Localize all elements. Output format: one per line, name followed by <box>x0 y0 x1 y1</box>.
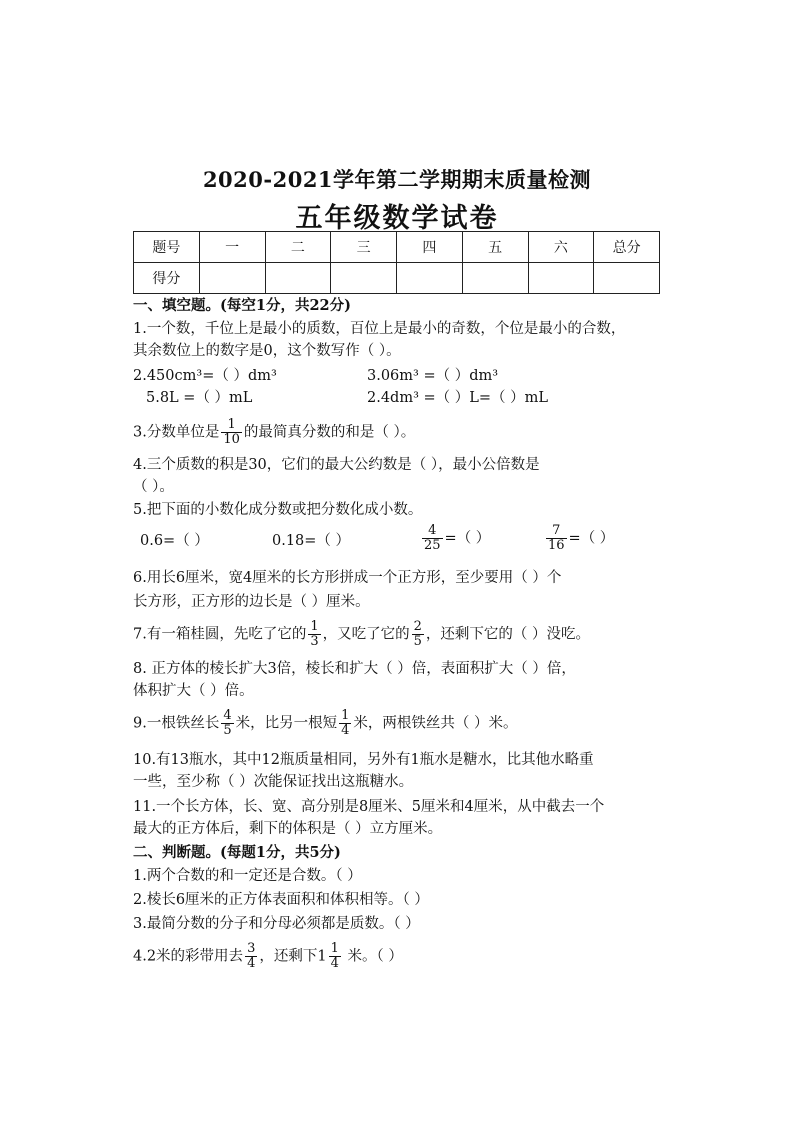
question-8-line1: 8. 正方体的棱长扩大3倍，棱长和扩大（ ）倍，表面积扩大（ ）倍， <box>133 661 576 677</box>
fraction <box>221 418 242 447</box>
judgment-1: 1.两个合数的和一定还是合数。（ ） <box>133 868 362 884</box>
fraction-denominator: 4 <box>341 723 350 738</box>
exam-title: 2020-2021学年第二学期期末质量检测 <box>202 167 592 192</box>
question-1-line2: 其余数位上的数字是0，这个数写作（ ）。 <box>133 343 401 359</box>
question-6-line2: 长方形，正方形的边长是（ ）厘米。 <box>133 594 370 610</box>
fraction <box>339 709 351 738</box>
question-5-d <box>544 524 614 553</box>
score-cell[interactable] <box>528 263 594 294</box>
question-5-c <box>420 524 490 553</box>
question-2-c: 5.8L =（ ）mL <box>146 390 253 406</box>
fraction-denominator: 16 <box>548 538 565 553</box>
question-11-line1: 11.一个长方体，长、宽、高分别是8厘米、5厘米和4厘米，从中截去一个 <box>133 799 605 815</box>
fraction-numerator: 4 <box>223 708 232 723</box>
score-cell[interactable] <box>462 263 528 294</box>
question-10-line2: 一些，至少称（ ）次能保证找出这瓶糖水。 <box>133 774 414 790</box>
question-2-d: 2.4dm³ =（ ）L=（ ）mL <box>367 390 549 406</box>
fraction <box>308 620 320 649</box>
fraction-denominator: 25 <box>424 538 441 553</box>
score-table-header-cell: 六 <box>528 232 594 263</box>
score-table-header-cell: 二 <box>265 232 331 263</box>
question-10-line1: 10.有13瓶水，其中12瓶质量相同，另外有1瓶水是糖水，比其他水略重 <box>133 752 594 768</box>
score-table <box>133 231 660 294</box>
score-table-header-cell: 四 <box>397 232 463 263</box>
score-cell[interactable] <box>397 263 463 294</box>
question-11-line2: 最大的正方体后，剩下的体积是（ ）立方厘米。 <box>133 821 443 837</box>
score-row-label: 得分 <box>134 263 200 294</box>
judgment-4-pre: 4.2米的彩带用去 <box>133 948 244 965</box>
fraction-numerator: 1 <box>330 941 339 956</box>
fraction-denominator: 4 <box>247 956 256 971</box>
score-table-header-cell: 五 <box>462 232 528 263</box>
judgment-4-post: 米。（ ） <box>342 948 403 965</box>
question-1-line1: 1.一个数，千位上是最小的质数，百位上是最小的奇数，个位是最小的合数， <box>133 321 626 337</box>
fraction <box>412 620 424 649</box>
judgment-3: 3.最简分数的分子和分母必须都是质数。（ ） <box>133 916 420 932</box>
question-7-mid: ，又吃了它的 <box>322 626 410 643</box>
fraction-denominator: 4 <box>330 956 339 971</box>
fraction <box>245 942 257 971</box>
score-table-header-row <box>134 232 660 263</box>
score-table-header-cell: 题号 <box>134 232 200 263</box>
fraction-numerator: 1 <box>341 708 350 723</box>
score-cell[interactable] <box>265 263 331 294</box>
judgment-2: 2.棱长6厘米的正方体表面积和体积相等。（ ） <box>133 892 429 908</box>
fraction-denominator: 5 <box>413 634 422 649</box>
exam-subtitle: 五年级数学试卷 <box>295 203 499 234</box>
question-5-c-post: =（ ） <box>444 530 491 547</box>
question-3 <box>133 418 415 447</box>
score-table-header-cell: 总分 <box>594 232 660 263</box>
score-cell[interactable] <box>594 263 660 294</box>
question-3-pre: 3.分数单位是 <box>133 424 220 441</box>
section1-heading: 一、填空题。(每空1分，共22分) <box>133 297 351 314</box>
question-5-d-post: =（ ） <box>568 530 615 547</box>
fraction-denominator: 3 <box>310 634 319 649</box>
question-8-line2: 体积扩大（ ）倍。 <box>133 683 254 699</box>
fraction-numerator: 7 <box>546 524 567 539</box>
question-4-line2: （ ）。 <box>133 479 174 495</box>
judgment-4-mid: ，还剩下1 <box>259 948 327 965</box>
fraction-denominator: 10 <box>223 432 240 447</box>
score-cell[interactable] <box>331 263 397 294</box>
question-7-post: ，还剩下它的（ ）没吃。 <box>425 626 591 643</box>
score-cell[interactable] <box>199 263 265 294</box>
fraction <box>329 942 341 971</box>
fraction <box>221 709 233 738</box>
question-6-line1: 6.用长6厘米，宽4厘米的长方形拼成一个正方形，至少要用（ ）个 <box>133 570 562 586</box>
fraction-numerator: 2 <box>413 619 422 634</box>
fraction <box>546 524 567 553</box>
fraction-numerator: 4 <box>422 524 443 539</box>
question-9-pre: 9.一根铁丝长 <box>133 715 220 732</box>
fraction-numerator: 1 <box>310 619 319 634</box>
question-5-b: 0.18=（ ） <box>272 533 351 549</box>
fraction-numerator: 3 <box>247 941 256 956</box>
fraction <box>422 524 443 553</box>
fraction-numerator: 1 <box>221 418 242 433</box>
fraction-denominator: 5 <box>223 723 232 738</box>
question-5: 5.把下面的小数化成分数或把分数化成小数。 <box>133 502 423 518</box>
score-table-header-cell: 三 <box>331 232 397 263</box>
question-7-pre: 7.有一箱桂圆，先吃了它的 <box>133 626 307 643</box>
question-2-b: 3.06m³ =（ ）dm³ <box>367 368 499 384</box>
score-table-header-cell: 一 <box>199 232 265 263</box>
question-9-post: 米，两根铁丝共（ ）米。 <box>353 715 518 732</box>
question-9-mid: 米，比另一根短 <box>235 715 338 732</box>
question-7 <box>133 620 590 649</box>
question-9 <box>133 709 518 738</box>
question-4-line1: 4.三个质数的积是30，它们的最大公约数是（ ），最小公倍数是 <box>133 457 540 473</box>
judgment-4 <box>133 942 403 971</box>
score-table-score-row <box>134 263 660 294</box>
question-2-a: 2.450cm³=（ ）dm³ <box>133 368 277 384</box>
section2-heading: 二、判断题。(每题1分，共5分) <box>133 844 341 861</box>
question-5-a: 0.6=（ ） <box>140 533 209 549</box>
question-3-post: 的最简真分数的和是（ ）。 <box>243 424 416 441</box>
